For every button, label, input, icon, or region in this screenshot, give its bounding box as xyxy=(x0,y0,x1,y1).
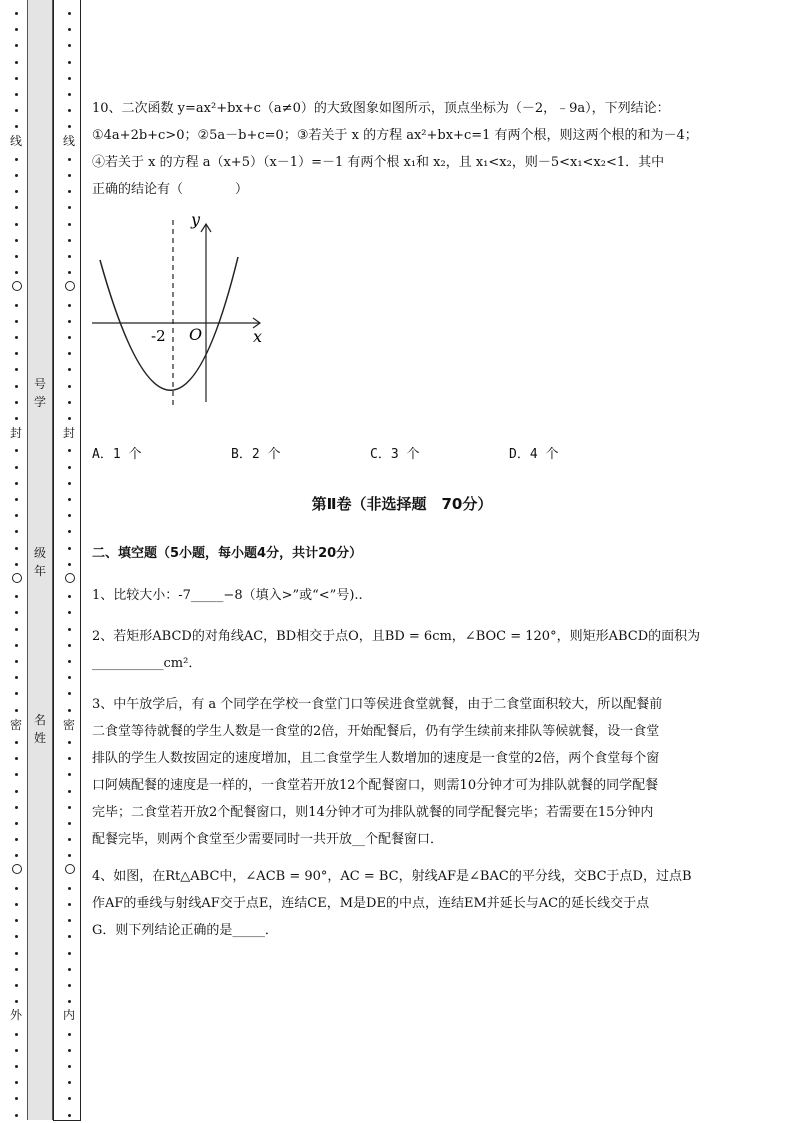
margin-dot xyxy=(68,498,71,501)
margin-dot xyxy=(68,968,71,971)
margin-dot xyxy=(15,223,18,226)
margin-dot xyxy=(15,709,18,712)
margin-dot xyxy=(68,320,71,323)
q3-line-3: 排队的学生人数按固定的速度增加，且二食堂学生人数增加的速度是一食堂的2倍，两个食堂每个窗 xyxy=(92,751,660,766)
margin-ring xyxy=(65,281,75,291)
margin-dot xyxy=(68,304,71,307)
q3-line-4: 口阿姨配餐的速度是一样的，一食堂若开放12个配餐窗口，则需10分钟才可为排队就餐的同学配餐 xyxy=(92,778,659,793)
option-c[interactable]: C．3 个 xyxy=(370,447,420,462)
margin-dot xyxy=(68,466,71,469)
margin-ring xyxy=(12,573,22,583)
margin-dot xyxy=(15,352,18,355)
margin-dot xyxy=(15,190,18,193)
margin-dot xyxy=(15,158,18,161)
q4-line-3: G．则下列结论正确的是_____． xyxy=(92,923,278,938)
margin-dot xyxy=(15,44,18,47)
margin-dot xyxy=(15,1097,18,1100)
inner-label-inside: 内 xyxy=(62,1008,75,1022)
inner-label-secret: 密 xyxy=(62,718,75,732)
margin-dot xyxy=(15,660,18,663)
margin-dot xyxy=(68,255,71,258)
margin-dot xyxy=(68,174,71,177)
q10-line-4: 正确的结论有（ ） xyxy=(92,182,249,197)
outer-label-secret: 密 xyxy=(9,718,22,732)
margin-dot xyxy=(68,12,71,15)
margin-dot xyxy=(15,530,18,533)
margin-dot xyxy=(15,1081,18,1084)
vertex-x-label: -2 xyxy=(151,327,166,345)
margin-dot xyxy=(15,968,18,971)
margin-dot xyxy=(15,1065,18,1068)
margin-dot xyxy=(15,125,18,128)
margin-ring xyxy=(65,573,75,583)
margin-dot xyxy=(15,401,18,404)
q2-line-2: ___________cm²． xyxy=(92,656,202,671)
margin-dot xyxy=(15,628,18,631)
q10-line-1: 10、二次函数 y=ax²+bx+c（a≠0）的大致图象如图所示，顶点坐标为（－2，﹣9a），下列结论： xyxy=(92,101,670,116)
margin-dot xyxy=(68,741,71,744)
margin-dot xyxy=(68,77,71,80)
margin-dot xyxy=(68,417,71,420)
margin-dot xyxy=(15,935,18,938)
x-axis-label: x xyxy=(253,327,263,346)
origin-label: O xyxy=(189,325,203,344)
margin-dot xyxy=(15,1033,18,1036)
name-label: 名姓 xyxy=(33,713,46,745)
margin-dot xyxy=(15,304,18,307)
margin-dot xyxy=(15,1049,18,1052)
question-3 xyxy=(92,691,752,853)
margin-dot xyxy=(15,952,18,955)
q3-line-5: 完毕；二食堂若开放2个配餐窗口，则14分钟才可为排队就餐的同学配餐完毕；若需要在15分钟内 xyxy=(92,805,654,820)
margin-dot xyxy=(68,952,71,955)
q3-line-2: 二食堂等待就餐的学生人数是一食堂的2倍，开始配餐后，仍有学生续前来排队等候就餐，设一食堂 xyxy=(92,724,660,739)
part-title: 二、填空题（5小题，每小题4分，共计20分） xyxy=(92,546,363,561)
section-title: 第Ⅱ卷（非选择题 70分） xyxy=(311,495,493,513)
option-a[interactable]: A．1 个 xyxy=(92,447,142,462)
q4-line-2: 作AF的垂线与射线AF交于点E，连结CE，M是DE的中点，连结EM并延长与AC的延长线交于点 xyxy=(92,896,650,911)
outer-label-line: 线 xyxy=(9,134,22,148)
margin-dot xyxy=(15,757,18,760)
margin-dot xyxy=(15,271,18,274)
binding-frame xyxy=(53,0,81,1121)
margin-dot xyxy=(15,28,18,31)
margin-dot xyxy=(15,676,18,679)
q10-line-3: ④若关于 x 的方程 a（x+5）（x－1）=－1 有两个根 x₁和 x₂，且 x₁<x₂，则－5<x₁<x₂<1．其中 xyxy=(92,155,665,170)
margin-dot xyxy=(68,482,71,485)
y-axis-label: y xyxy=(191,212,201,229)
margin-dot xyxy=(15,838,18,841)
margin-dot xyxy=(15,919,18,922)
margin-dot xyxy=(68,336,71,339)
margin-ring xyxy=(12,864,22,874)
margin-dot xyxy=(15,255,18,258)
margin-dot xyxy=(68,1114,71,1117)
margin-dot xyxy=(68,1049,71,1052)
margin-dot xyxy=(68,628,71,631)
parabola-graph xyxy=(92,212,267,407)
margin-dot xyxy=(68,709,71,712)
outer-label-outside: 外 xyxy=(9,1008,22,1022)
margin-dot xyxy=(68,385,71,388)
margin-dot xyxy=(68,984,71,987)
option-d[interactable]: D．4 个 xyxy=(509,447,559,462)
margin-dot xyxy=(15,773,18,776)
margin-dot xyxy=(15,93,18,96)
margin-dot xyxy=(15,644,18,647)
margin-dot xyxy=(15,887,18,890)
margin-dot xyxy=(68,93,71,96)
margin-dot xyxy=(15,984,18,987)
q3-line-1: 3、中午放学后，有 a 个同学在学校一食堂门口等侯进食堂就餐，由于二食堂面积较大，所以配餐前 xyxy=(92,697,663,712)
grade-label: 级年 xyxy=(33,546,46,578)
margin-dot xyxy=(15,320,18,323)
margin-dot xyxy=(68,223,71,226)
outer-label-seal: 封 xyxy=(9,426,22,440)
margin-dot xyxy=(68,547,71,550)
margin-dot xyxy=(15,417,18,420)
margin-ring xyxy=(65,864,75,874)
inner-label-seal: 封 xyxy=(62,426,75,440)
margin-dot xyxy=(68,903,71,906)
margin-dot xyxy=(15,611,18,614)
margin-dot xyxy=(15,741,18,744)
margin-dot xyxy=(68,239,71,242)
margin-dot xyxy=(15,854,18,857)
margin-dot xyxy=(68,822,71,825)
margin-dot xyxy=(15,547,18,550)
margin-dot xyxy=(15,174,18,177)
margin-dot xyxy=(15,206,18,209)
margin-dot xyxy=(68,660,71,663)
option-b[interactable]: B．2 个 xyxy=(231,447,281,462)
margin-dot xyxy=(68,563,71,566)
q4-line-1: 4、如图，在Rt△ABC中，∠ACB = 90°，AC = BC，射线AF是∠BAC的平分线，交BC于点D，过点B xyxy=(92,869,692,884)
margin-dot xyxy=(15,239,18,242)
margin-dot xyxy=(68,887,71,890)
margin-dot xyxy=(15,12,18,15)
q2-line-1: 2、若矩形ABCD的对角线AC，BD相交于点O，且BD = 6cm，∠BOC = 120°，则矩形ABCD的面积为 xyxy=(92,629,701,644)
question-2 xyxy=(92,623,752,677)
margin-dot xyxy=(15,482,18,485)
parabola-curve xyxy=(100,257,238,390)
margin-dot xyxy=(15,466,18,469)
margin-dot xyxy=(68,644,71,647)
margin-dot xyxy=(15,514,18,517)
margin-dot xyxy=(15,563,18,566)
q3-line-6: 配餐完毕，则两个食堂至少需要同时一共开放__个配餐窗口． xyxy=(92,832,444,847)
question-1: 1、比较大小：-7_____−8（填入>”或“<”号).. xyxy=(92,588,363,603)
question-10 xyxy=(92,95,752,203)
margin-dot xyxy=(15,790,18,793)
margin-dot xyxy=(15,806,18,809)
margin-dot xyxy=(15,692,18,695)
margin-dot xyxy=(68,790,71,793)
question-4 xyxy=(92,863,752,944)
margin-dot xyxy=(15,449,18,452)
margin-dot xyxy=(15,822,18,825)
margin-dot xyxy=(68,158,71,161)
margin-dot xyxy=(15,595,18,598)
margin-dot xyxy=(68,1065,71,1068)
margin-dot xyxy=(15,1000,18,1003)
margin-dot xyxy=(15,336,18,339)
margin-dot xyxy=(68,61,71,64)
margin-dot xyxy=(15,368,18,371)
margin-dot xyxy=(68,806,71,809)
margin-dot xyxy=(15,498,18,501)
margin-dot xyxy=(15,903,18,906)
margin-dot xyxy=(15,61,18,64)
margin-dot xyxy=(15,1114,18,1117)
margin-dot xyxy=(68,1033,71,1036)
inner-label-line: 线 xyxy=(62,134,75,148)
margin-dot xyxy=(68,401,71,404)
q10-line-2: ①4a+2b+c>0；②5a－b+c=0；③若关于 x 的方程 ax²+bx+c=1 有两个根，则这两个根的和为－4； xyxy=(92,128,698,143)
margin-ring xyxy=(12,281,22,291)
margin-dot xyxy=(15,109,18,112)
margin-dot xyxy=(15,77,18,80)
student-id-label: 号学 xyxy=(33,377,46,409)
margin-dot xyxy=(15,385,18,388)
